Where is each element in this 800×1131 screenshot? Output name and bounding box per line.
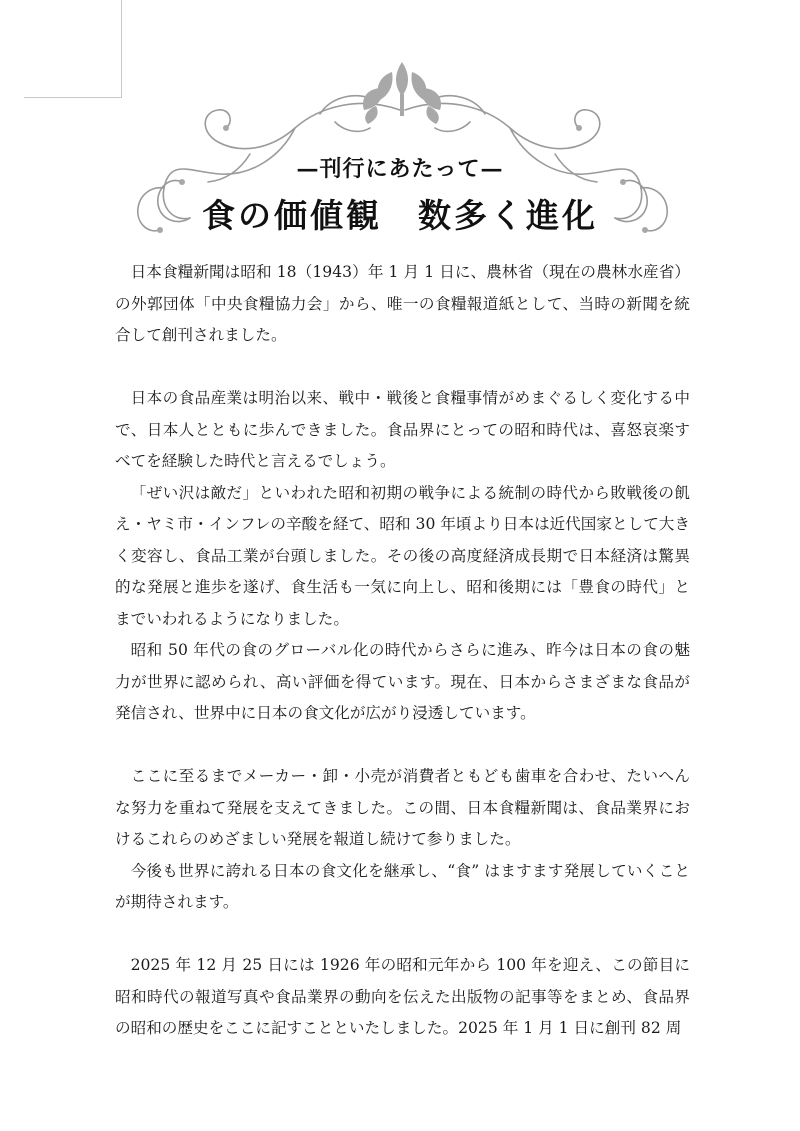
paragraph: 昭和 50 年代の食のグローバル化の時代からさらに進み、昨今は日本の食の魅力が世界に認められ、高い評価を得ています。現在、日本からさまざまな食品が発信され、世界中に日本の食文化が広がり浸透しています。 bbox=[115, 641, 690, 722]
page-title: 食の価値観 数多く進化 bbox=[202, 196, 598, 235]
crop-mark bbox=[24, 0, 122, 98]
paragraph-spacer bbox=[115, 730, 690, 762]
paragraph: 2025 年 12 月 25 日には 1926 年の昭和元年から 100 年を迎え、この節目に昭和時代の報道写真や食品業界の動向を伝えた出版物の記事等をまとめ、食品界の昭和の歴史をここに記すことといたしました。2025 年 1 月 1 日に創刊 82 周 bbox=[115, 956, 690, 1037]
paragraph: 今後も世界に誇れる日本の食文化を継承し、“食” はますます発展していくことが期待されます。 bbox=[115, 861, 690, 911]
paragraph: 日本の食品産業は明治以来、戦中・戦後と食糧事情がめまぐるしく変化する中で、日本人とともに歩んできました。食品界にとっての昭和時代は、喜怒哀楽すべてを経験した時代と言えるでしょう。 bbox=[115, 389, 690, 470]
article-body bbox=[115, 257, 690, 1045]
paragraph: 「ぜい沢は敵だ」といわれた昭和初期の戦争による統制の時代から敗戦後の飢え・ヤミ市・インフレの辛酸を経て、昭和 30 年頃より日本は近代国家として大きく変容し、食品工業が台頭しました。その後の高度経済成長期で日本経済は驚異的な発展と進歩を遂げ、食生活も一気に向上し、昭和後期には「豊食の時代」とまでいわれるようになりました。 bbox=[115, 483, 690, 628]
page-subtitle: —刊行にあたって— bbox=[296, 156, 504, 182]
paragraph: 日本食糧新聞は昭和 18（1943）年 1 月 1 日に、農林省（現在の農林水産省）の外郭団体「中央食糧協力会」から、唯一の食糧報道紙として、当時の新聞を統合して創刊されました。 bbox=[115, 263, 690, 344]
paragraph: ここに至るまでメーカー・卸・小売が消費者ともども歯車を合わせ、たいへんな努力を重ねて発展を支えてきました。この間、日本食糧新聞は、食品業界におけるこれらのめざましい発展を報道し続けて参りました。 bbox=[115, 767, 690, 848]
paragraph-spacer bbox=[115, 352, 690, 384]
paragraph-spacer bbox=[115, 919, 690, 951]
